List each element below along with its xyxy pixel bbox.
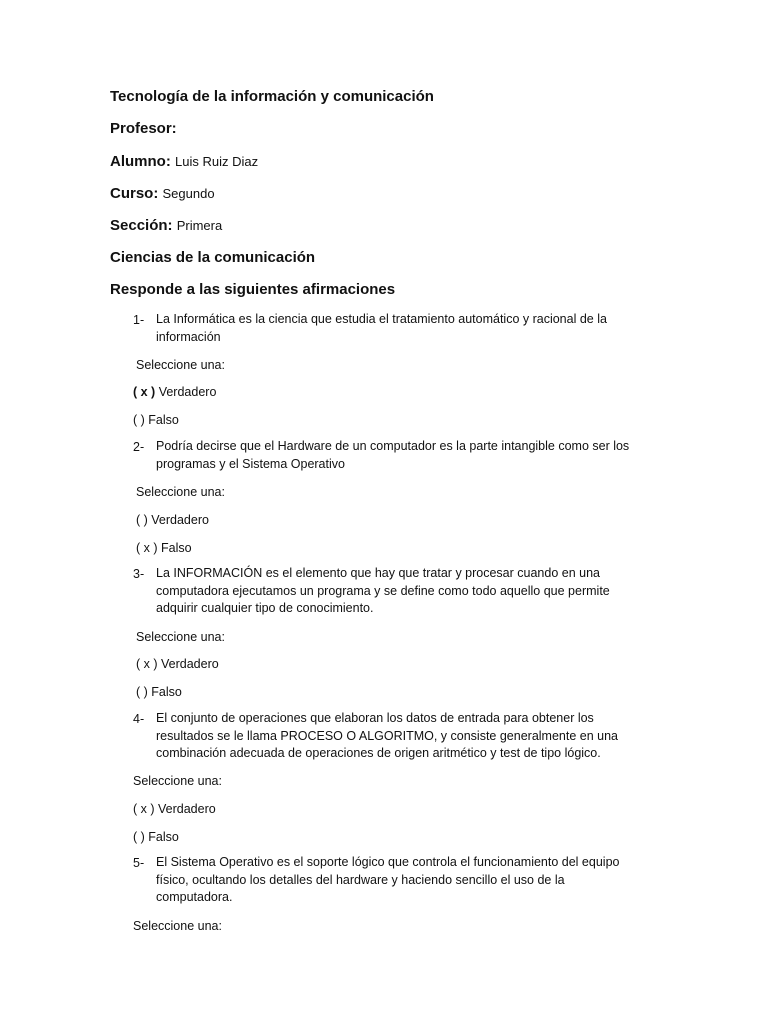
question-4-line-3: combinación adecuada de operaciones de origen aritmético y test de tipo lógico. bbox=[156, 746, 601, 761]
question-5-number: 5- bbox=[133, 856, 145, 870]
question-5-line-1: El Sistema Operativo es el soporte lógico que controla el funcionamiento del equipo bbox=[156, 855, 620, 869]
document-title: Tecnología de la información y comunicación bbox=[110, 88, 434, 105]
question-3-prompt: Seleccione una: bbox=[136, 630, 225, 644]
question-3-line-1: La INFORMACIÓN es el elemento que hay que tratar y procesar cuando en una bbox=[156, 566, 600, 580]
alumno-label: Alumno: bbox=[110, 153, 171, 170]
question-1-selected-marker: ( x ) bbox=[133, 385, 156, 399]
question-2-line-1: Podría decirse que el Hardware de un computador es la parte intangible como ser los bbox=[156, 439, 630, 453]
question-1-line-2: información bbox=[156, 329, 221, 344]
question-2-line-2: programas y el Sistema Operativo bbox=[156, 456, 345, 471]
question-1-text bbox=[156, 311, 656, 346]
question-2-option-false[interactable]: ( x ) Falso bbox=[136, 541, 192, 555]
question-1-option-true[interactable] bbox=[133, 383, 216, 401]
instruction-heading: Responde a las siguientes afirmaciones bbox=[110, 281, 396, 298]
question-5-line-3: computadora. bbox=[156, 890, 233, 905]
question-2-prompt: Seleccione una: bbox=[136, 485, 225, 499]
curso-label: Curso: bbox=[110, 185, 159, 202]
question-3-option-false[interactable]: ( ) Falso bbox=[136, 685, 182, 699]
question-4-number: 4- bbox=[133, 712, 145, 726]
seccion-label: Sección: bbox=[110, 217, 173, 234]
question-4-option-false[interactable]: ( ) Falso bbox=[133, 830, 179, 844]
question-1-line-1: La Informática es la ciencia que estudia el tratamiento automático y racional de la bbox=[156, 312, 607, 326]
question-5-prompt: Seleccione una: bbox=[133, 919, 222, 933]
question-2-number: 2- bbox=[133, 440, 145, 454]
question-3-line-3: adquirir cualquier tipo de conocimiento. bbox=[156, 601, 374, 616]
alumno-line bbox=[110, 153, 258, 171]
question-1-option-false[interactable]: ( ) Falso bbox=[133, 413, 179, 427]
question-4-line-2: resultados se le llama PROCESO O ALGORITMO, y consiste generalmente en una bbox=[156, 728, 619, 743]
question-1-option-true-label bbox=[133, 385, 216, 399]
question-2-option-true[interactable]: ( ) Verdadero bbox=[136, 513, 209, 527]
alumno-value: Luis Ruiz Diaz bbox=[175, 154, 259, 169]
question-1-prompt: Seleccione una: bbox=[136, 358, 225, 372]
question-5-line-2: físico, ocultando los detalles del hardware y haciendo sencillo el uso de la bbox=[156, 872, 565, 887]
question-3-text bbox=[156, 565, 656, 618]
question-1-option-true-text: Verdadero bbox=[155, 385, 217, 399]
profesor-line bbox=[110, 120, 177, 138]
question-4-line-1: El conjunto de operaciones que elaboran los datos de entrada para obtener los bbox=[156, 711, 594, 725]
carrera-heading: Ciencias de la comunicación bbox=[110, 249, 316, 266]
question-5-text bbox=[156, 854, 656, 907]
question-1-number: 1- bbox=[133, 313, 145, 327]
seccion-value: Primera bbox=[176, 218, 223, 233]
curso-value: Segundo bbox=[162, 186, 215, 201]
question-3-number: 3- bbox=[133, 567, 145, 581]
question-4-text bbox=[156, 710, 656, 763]
question-3-option-true[interactable]: ( x ) Verdadero bbox=[136, 657, 219, 671]
seccion-line bbox=[110, 217, 222, 235]
question-4-prompt: Seleccione una: bbox=[133, 774, 222, 788]
question-3-line-2: computadora ejecutamos un programa y se define como todo aquello que permite bbox=[156, 583, 610, 598]
question-4-option-true[interactable]: ( x ) Verdadero bbox=[133, 802, 216, 816]
curso-line bbox=[110, 185, 215, 203]
question-2-text bbox=[156, 438, 656, 473]
profesor-label: Profesor: bbox=[110, 120, 177, 137]
